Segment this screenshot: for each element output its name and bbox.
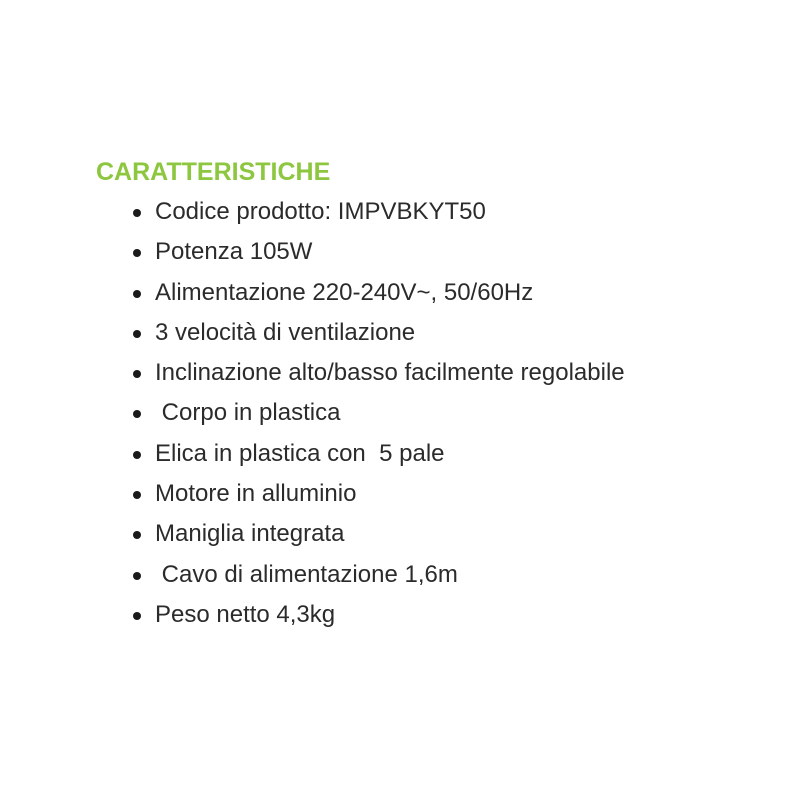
- bullet-icon: [133, 330, 141, 338]
- item-text: Potenza 105W: [155, 238, 313, 266]
- list-item: [96, 313, 776, 353]
- list-item: [96, 192, 776, 232]
- list-item: [96, 434, 776, 474]
- item-text: Elica in plastica con 5 pale: [155, 439, 445, 467]
- list-item: [96, 514, 776, 554]
- bullet-icon: [133, 209, 141, 217]
- list-item: [96, 393, 776, 433]
- item-text: Cavo di alimentazione 1,6m: [155, 560, 458, 588]
- features-section: [96, 156, 776, 635]
- item-text: Codice prodotto: IMPVBKYT50: [155, 198, 486, 225]
- list-item: [96, 555, 776, 595]
- item-text: Maniglia integrata: [155, 520, 345, 548]
- list-item: [96, 595, 776, 635]
- list-item: [96, 474, 776, 514]
- features-title: CARATTERISTICHE: [96, 158, 331, 186]
- bullet-icon: [133, 491, 141, 499]
- bullet-icon: [133, 531, 141, 539]
- bullet-icon: [133, 451, 141, 459]
- list-item: [96, 353, 776, 393]
- item-text: Motore in alluminio: [155, 480, 357, 508]
- bullet-icon: [133, 410, 141, 418]
- item-text: 3 velocità di ventilazione: [155, 318, 416, 346]
- bullet-icon: [133, 612, 141, 620]
- bullet-icon: [133, 249, 141, 257]
- list-item: [96, 273, 776, 313]
- list-item: [96, 232, 776, 272]
- item-text: Peso netto 4,3kg: [155, 600, 336, 628]
- features-list: [96, 192, 776, 635]
- item-text: Alimentazione 220-240V~, 50/60Hz: [155, 278, 534, 306]
- item-text: Inclinazione alto/basso facilmente regolabile: [155, 359, 625, 387]
- bullet-icon: [133, 370, 141, 378]
- item-text: Corpo in plastica: [155, 399, 341, 427]
- bullet-icon: [133, 290, 141, 298]
- bullet-icon: [133, 572, 141, 580]
